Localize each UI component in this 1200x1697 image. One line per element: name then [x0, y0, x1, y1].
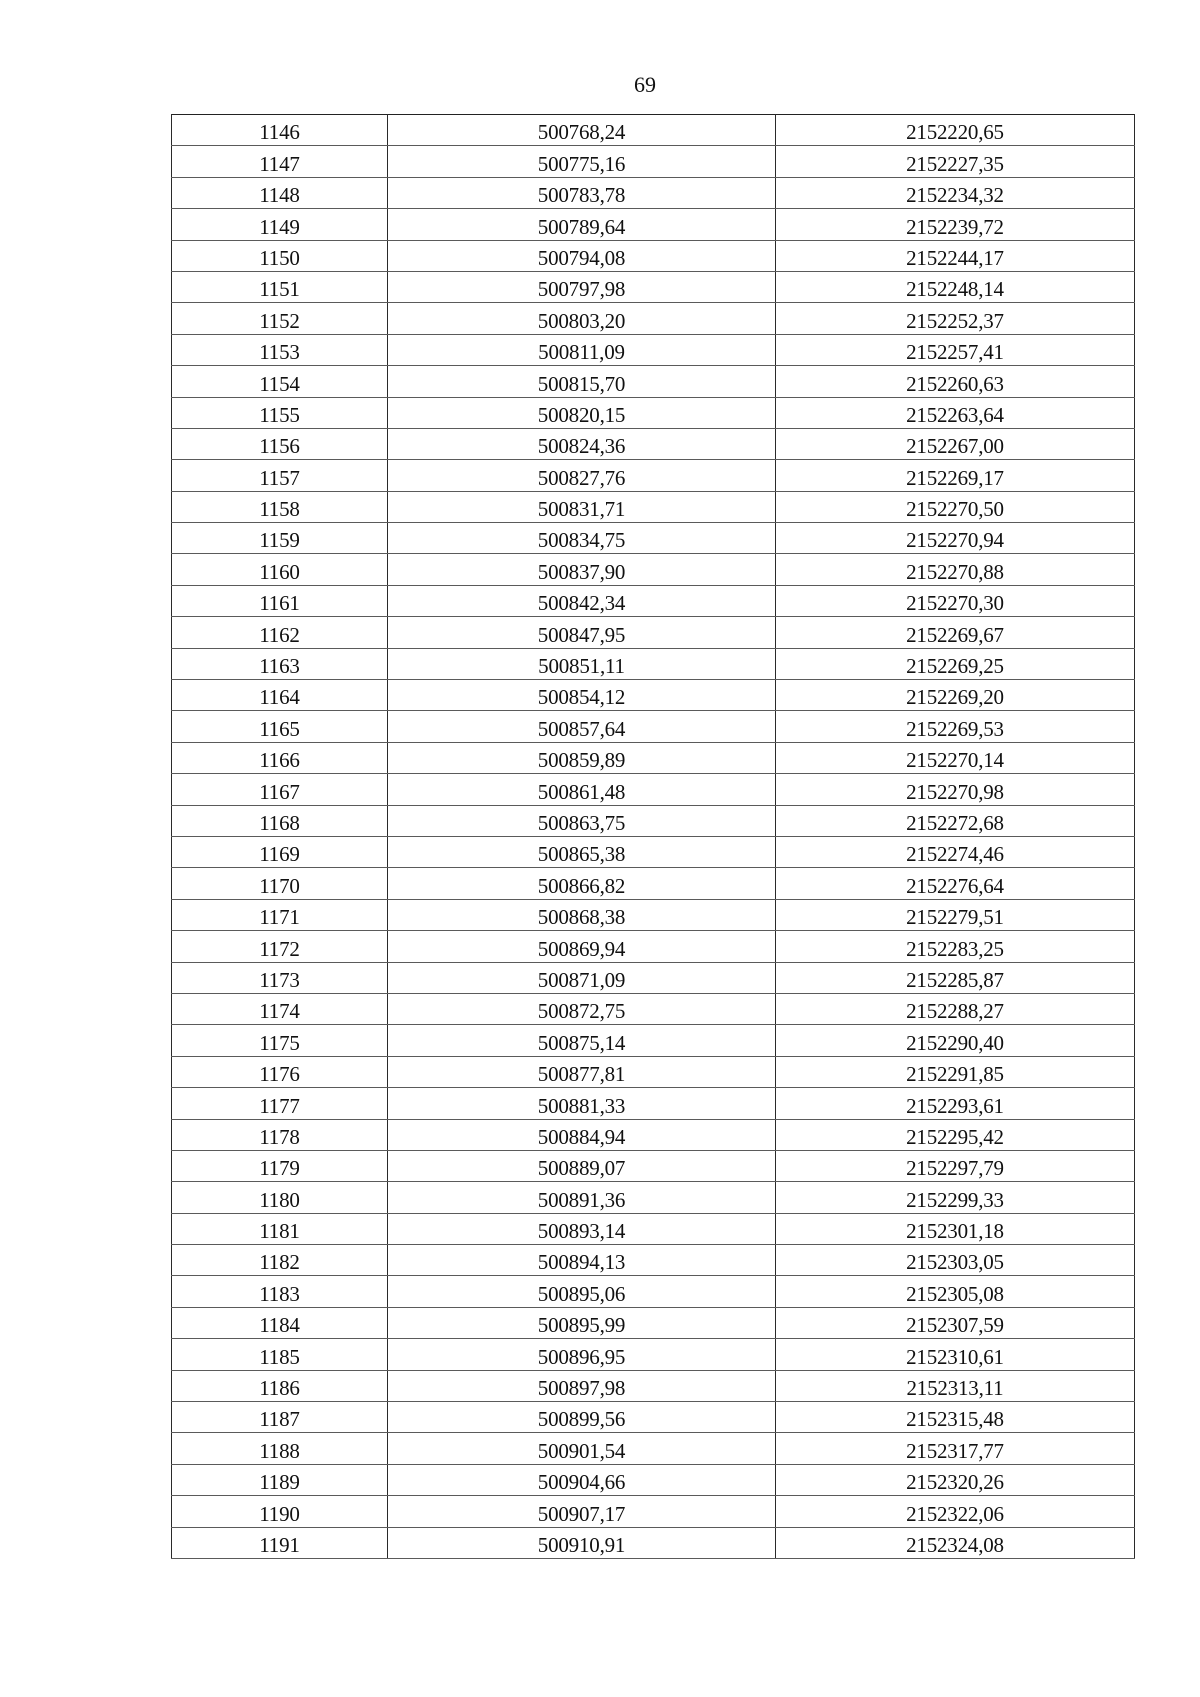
- table-row: [172, 1088, 1135, 1119]
- table-row: [172, 742, 1135, 773]
- table-row: [172, 1025, 1135, 1056]
- x-coordinate-cell: 500789,64: [388, 209, 776, 240]
- x-coordinate-cell: 500859,89: [388, 742, 776, 773]
- y-coordinate-cell: 2152324,08: [776, 1527, 1135, 1558]
- point-number-cell: 1174: [172, 993, 388, 1024]
- y-coordinate-cell: 2152270,30: [776, 585, 1135, 616]
- y-coordinate-cell: 2152291,85: [776, 1056, 1135, 1087]
- x-coordinate-cell: 500827,76: [388, 460, 776, 491]
- y-coordinate-cell: 2152270,94: [776, 523, 1135, 554]
- point-number-cell: 1177: [172, 1088, 388, 1119]
- y-coordinate-cell: 2152248,14: [776, 271, 1135, 302]
- point-number-cell: 1184: [172, 1307, 388, 1338]
- x-coordinate-cell: 500861,48: [388, 774, 776, 805]
- table-row: [172, 460, 1135, 491]
- y-coordinate-cell: 2152276,64: [776, 868, 1135, 899]
- point-number-cell: 1159: [172, 523, 388, 554]
- table-row: [172, 1213, 1135, 1244]
- table-row: [172, 523, 1135, 554]
- x-coordinate-cell: 500831,71: [388, 491, 776, 522]
- table-row: [172, 1433, 1135, 1464]
- point-number-cell: 1171: [172, 899, 388, 930]
- point-number-cell: 1176: [172, 1056, 388, 1087]
- table-row: [172, 397, 1135, 428]
- x-coordinate-cell: 500894,13: [388, 1245, 776, 1276]
- y-coordinate-cell: 2152270,98: [776, 774, 1135, 805]
- point-number-cell: 1168: [172, 805, 388, 836]
- table-row: [172, 617, 1135, 648]
- table-row: [172, 585, 1135, 616]
- table-row: [172, 1276, 1135, 1307]
- coordinates-table: [171, 114, 1135, 1559]
- x-coordinate-cell: 500783,78: [388, 177, 776, 208]
- y-coordinate-cell: 2152317,77: [776, 1433, 1135, 1464]
- point-number-cell: 1179: [172, 1150, 388, 1181]
- point-number-cell: 1156: [172, 428, 388, 459]
- x-coordinate-cell: 500884,94: [388, 1119, 776, 1150]
- y-coordinate-cell: 2152285,87: [776, 962, 1135, 993]
- table-row: [172, 648, 1135, 679]
- point-number-cell: 1163: [172, 648, 388, 679]
- y-coordinate-cell: 2152269,53: [776, 711, 1135, 742]
- y-coordinate-cell: 2152263,64: [776, 397, 1135, 428]
- x-coordinate-cell: 500893,14: [388, 1213, 776, 1244]
- table-row: [172, 146, 1135, 177]
- y-coordinate-cell: 2152299,33: [776, 1182, 1135, 1213]
- y-coordinate-cell: 2152239,72: [776, 209, 1135, 240]
- x-coordinate-cell: 500868,38: [388, 899, 776, 930]
- x-coordinate-cell: 500851,11: [388, 648, 776, 679]
- point-number-cell: 1180: [172, 1182, 388, 1213]
- table-row: [172, 836, 1135, 867]
- table-row: [172, 1527, 1135, 1558]
- point-number-cell: 1146: [172, 115, 388, 146]
- point-number-cell: 1181: [172, 1213, 388, 1244]
- point-number-cell: 1165: [172, 711, 388, 742]
- table-row: [172, 1150, 1135, 1181]
- y-coordinate-cell: 2152313,11: [776, 1370, 1135, 1401]
- point-number-cell: 1155: [172, 397, 388, 428]
- point-number-cell: 1149: [172, 209, 388, 240]
- y-coordinate-cell: 2152234,32: [776, 177, 1135, 208]
- table-row: [172, 931, 1135, 962]
- table-row: [172, 868, 1135, 899]
- point-number-cell: 1173: [172, 962, 388, 993]
- y-coordinate-cell: 2152267,00: [776, 428, 1135, 459]
- table-row: [172, 1496, 1135, 1527]
- point-number-cell: 1153: [172, 334, 388, 365]
- x-coordinate-cell: 500866,82: [388, 868, 776, 899]
- y-coordinate-cell: 2152295,42: [776, 1119, 1135, 1150]
- y-coordinate-cell: 2152288,27: [776, 993, 1135, 1024]
- table-row: [172, 491, 1135, 522]
- y-coordinate-cell: 2152290,40: [776, 1025, 1135, 1056]
- x-coordinate-cell: 500899,56: [388, 1402, 776, 1433]
- point-number-cell: 1158: [172, 491, 388, 522]
- table-row: [172, 1119, 1135, 1150]
- table-row: [172, 680, 1135, 711]
- y-coordinate-cell: 2152272,68: [776, 805, 1135, 836]
- table-row: [172, 1182, 1135, 1213]
- point-number-cell: 1187: [172, 1402, 388, 1433]
- y-coordinate-cell: 2152301,18: [776, 1213, 1135, 1244]
- y-coordinate-cell: 2152227,35: [776, 146, 1135, 177]
- x-coordinate-cell: 500824,36: [388, 428, 776, 459]
- table-row: [172, 554, 1135, 585]
- x-coordinate-cell: 500857,64: [388, 711, 776, 742]
- x-coordinate-cell: 500872,75: [388, 993, 776, 1024]
- point-number-cell: 1185: [172, 1339, 388, 1370]
- point-number-cell: 1190: [172, 1496, 388, 1527]
- table-row: [172, 428, 1135, 459]
- x-coordinate-cell: 500895,99: [388, 1307, 776, 1338]
- x-coordinate-cell: 500837,90: [388, 554, 776, 585]
- x-coordinate-cell: 500794,08: [388, 240, 776, 271]
- table-row: [172, 993, 1135, 1024]
- x-coordinate-cell: 500847,95: [388, 617, 776, 648]
- y-coordinate-cell: 2152274,46: [776, 836, 1135, 867]
- table-row: [172, 1464, 1135, 1495]
- table-row: [172, 271, 1135, 302]
- point-number-cell: 1183: [172, 1276, 388, 1307]
- y-coordinate-cell: 2152269,20: [776, 680, 1135, 711]
- point-number-cell: 1191: [172, 1527, 388, 1558]
- point-number-cell: 1182: [172, 1245, 388, 1276]
- point-number-cell: 1148: [172, 177, 388, 208]
- x-coordinate-cell: 500875,14: [388, 1025, 776, 1056]
- y-coordinate-cell: 2152270,50: [776, 491, 1135, 522]
- y-coordinate-cell: 2152297,79: [776, 1150, 1135, 1181]
- table-row: [172, 962, 1135, 993]
- table-row: [172, 1339, 1135, 1370]
- y-coordinate-cell: 2152244,17: [776, 240, 1135, 271]
- table-row: [172, 711, 1135, 742]
- x-coordinate-cell: 500881,33: [388, 1088, 776, 1119]
- point-number-cell: 1151: [172, 271, 388, 302]
- table-row: [172, 805, 1135, 836]
- x-coordinate-cell: 500891,36: [388, 1182, 776, 1213]
- x-coordinate-cell: 500834,75: [388, 523, 776, 554]
- y-coordinate-cell: 2152220,65: [776, 115, 1135, 146]
- point-number-cell: 1164: [172, 680, 388, 711]
- y-coordinate-cell: 2152252,37: [776, 303, 1135, 334]
- point-number-cell: 1152: [172, 303, 388, 334]
- y-coordinate-cell: 2152322,06: [776, 1496, 1135, 1527]
- table-row: [172, 774, 1135, 805]
- point-number-cell: 1170: [172, 868, 388, 899]
- point-number-cell: 1178: [172, 1119, 388, 1150]
- x-coordinate-cell: 500854,12: [388, 680, 776, 711]
- x-coordinate-cell: 500820,15: [388, 397, 776, 428]
- point-number-cell: 1154: [172, 366, 388, 397]
- point-number-cell: 1150: [172, 240, 388, 271]
- x-coordinate-cell: 500877,81: [388, 1056, 776, 1087]
- y-coordinate-cell: 2152283,25: [776, 931, 1135, 962]
- table-row: [172, 334, 1135, 365]
- x-coordinate-cell: 500907,17: [388, 1496, 776, 1527]
- x-coordinate-cell: 500871,09: [388, 962, 776, 993]
- y-coordinate-cell: 2152305,08: [776, 1276, 1135, 1307]
- y-coordinate-cell: 2152257,41: [776, 334, 1135, 365]
- point-number-cell: 1175: [172, 1025, 388, 1056]
- table-row: [172, 209, 1135, 240]
- x-coordinate-cell: 500895,06: [388, 1276, 776, 1307]
- table-row: [172, 1402, 1135, 1433]
- x-coordinate-cell: 500904,66: [388, 1464, 776, 1495]
- table-row: [172, 115, 1135, 146]
- y-coordinate-cell: 2152269,25: [776, 648, 1135, 679]
- x-coordinate-cell: 500803,20: [388, 303, 776, 334]
- y-coordinate-cell: 2152293,61: [776, 1088, 1135, 1119]
- x-coordinate-cell: 500797,98: [388, 271, 776, 302]
- x-coordinate-cell: 500865,38: [388, 836, 776, 867]
- table-row: [172, 303, 1135, 334]
- table-row: [172, 1056, 1135, 1087]
- x-coordinate-cell: 500896,95: [388, 1339, 776, 1370]
- y-coordinate-cell: 2152315,48: [776, 1402, 1135, 1433]
- point-number-cell: 1166: [172, 742, 388, 773]
- table-row: [172, 177, 1135, 208]
- point-number-cell: 1160: [172, 554, 388, 585]
- y-coordinate-cell: 2152269,17: [776, 460, 1135, 491]
- y-coordinate-cell: 2152270,14: [776, 742, 1135, 773]
- table-row: [172, 899, 1135, 930]
- x-coordinate-cell: 500897,98: [388, 1370, 776, 1401]
- y-coordinate-cell: 2152269,67: [776, 617, 1135, 648]
- table-row: [172, 1307, 1135, 1338]
- point-number-cell: 1172: [172, 931, 388, 962]
- point-number-cell: 1186: [172, 1370, 388, 1401]
- y-coordinate-cell: 2152279,51: [776, 899, 1135, 930]
- point-number-cell: 1162: [172, 617, 388, 648]
- point-number-cell: 1167: [172, 774, 388, 805]
- y-coordinate-cell: 2152310,61: [776, 1339, 1135, 1370]
- point-number-cell: 1157: [172, 460, 388, 491]
- table-row: [172, 1245, 1135, 1276]
- x-coordinate-cell: 500901,54: [388, 1433, 776, 1464]
- x-coordinate-cell: 500768,24: [388, 115, 776, 146]
- x-coordinate-cell: 500811,09: [388, 334, 776, 365]
- y-coordinate-cell: 2152270,88: [776, 554, 1135, 585]
- page-number: 69: [634, 72, 656, 97]
- x-coordinate-cell: 500869,94: [388, 931, 776, 962]
- y-coordinate-cell: 2152320,26: [776, 1464, 1135, 1495]
- x-coordinate-cell: 500889,07: [388, 1150, 776, 1181]
- y-coordinate-cell: 2152307,59: [776, 1307, 1135, 1338]
- table-row: [172, 240, 1135, 271]
- x-coordinate-cell: 500815,70: [388, 366, 776, 397]
- point-number-cell: 1169: [172, 836, 388, 867]
- point-number-cell: 1188: [172, 1433, 388, 1464]
- coordinates-table-body: [172, 115, 1135, 1559]
- point-number-cell: 1161: [172, 585, 388, 616]
- x-coordinate-cell: 500863,75: [388, 805, 776, 836]
- y-coordinate-cell: 2152303,05: [776, 1245, 1135, 1276]
- table-row: [172, 366, 1135, 397]
- point-number-cell: 1147: [172, 146, 388, 177]
- point-number-cell: 1189: [172, 1464, 388, 1495]
- x-coordinate-cell: 500775,16: [388, 146, 776, 177]
- x-coordinate-cell: 500842,34: [388, 585, 776, 616]
- y-coordinate-cell: 2152260,63: [776, 366, 1135, 397]
- x-coordinate-cell: 500910,91: [388, 1527, 776, 1558]
- table-row: [172, 1370, 1135, 1401]
